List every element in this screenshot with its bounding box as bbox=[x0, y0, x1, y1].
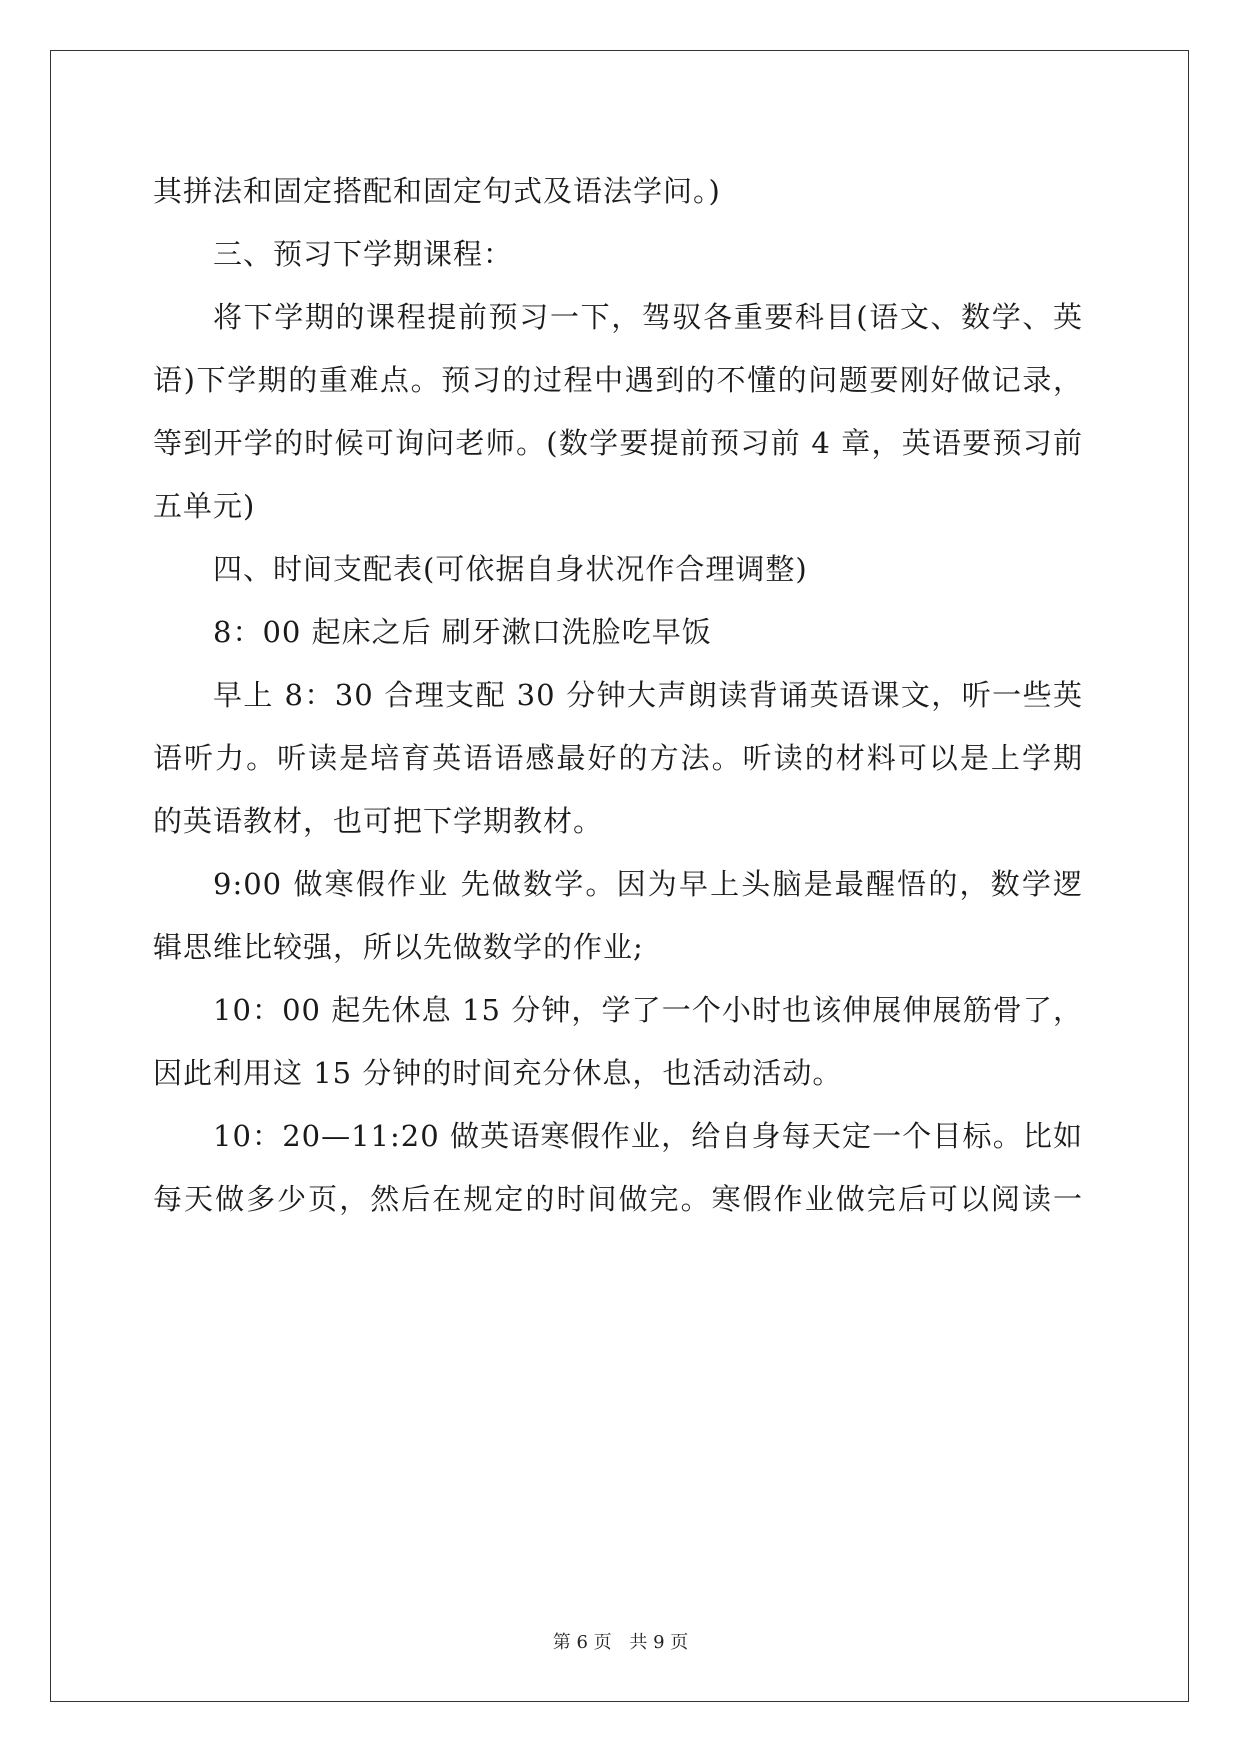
text-line: 早上 8：30 合理支配 30 分钟大声朗读背诵英语课文，听一些英 bbox=[213, 678, 1083, 712]
page-number: 第 6 页 bbox=[552, 1632, 612, 1653]
page-total: 共 9 页 bbox=[629, 1632, 689, 1653]
text-line: 因此利用这 15 分钟的时间充分休息，也活动活动。 bbox=[153, 1056, 843, 1090]
text-line: 语听力。听读是培育英语语感最好的方法。听读的材料可以是上学期 bbox=[153, 741, 1083, 775]
text-line: 五单元) bbox=[153, 489, 256, 523]
text-line: 10：20—11:20 做英语寒假作业，给自身每天定一个目标。比如 bbox=[213, 1119, 1083, 1153]
text-line: 语)下学期的重难点。预习的过程中遇到的不懂的问题要刚好做记录， bbox=[153, 363, 1083, 397]
text-line: 的英语教材，也可把下学期教材。 bbox=[153, 804, 604, 838]
text-line: 每天做多少页，然后在规定的时间做完。寒假作业做完后可以阅读一 bbox=[153, 1182, 1083, 1216]
text-line: 将下学期的课程提前预习一下，驾驭各重要科目(语文、数学、英 bbox=[213, 300, 1083, 334]
section-heading: 四、时间支配表(可依据自身状况作合理调整) bbox=[213, 552, 808, 586]
text-line: 8：00 起床之后 刷牙漱口洗脸吃早饭 bbox=[213, 615, 712, 649]
document-body bbox=[153, 160, 1083, 1231]
text-line: 辑思维比较强，所以先做数学的作业; bbox=[153, 930, 644, 964]
text-line: 9:00 做寒假作业 先做数学。因为早上头脑是最醒悟的，数学逻 bbox=[213, 867, 1083, 901]
section-heading: 三、预习下学期课程： bbox=[213, 237, 514, 271]
text-line: 其拼法和固定搭配和固定句式及语法学问。) bbox=[153, 174, 721, 208]
text-line: 10：00 起先休息 15 分钟，学了一个小时也该伸展伸展筋骨了， bbox=[213, 993, 1083, 1027]
text-line: 等到开学的时候可询问老师。(数学要提前预习前 4 章，英语要预习前 bbox=[153, 426, 1083, 460]
page-footer bbox=[0, 1628, 1241, 1654]
